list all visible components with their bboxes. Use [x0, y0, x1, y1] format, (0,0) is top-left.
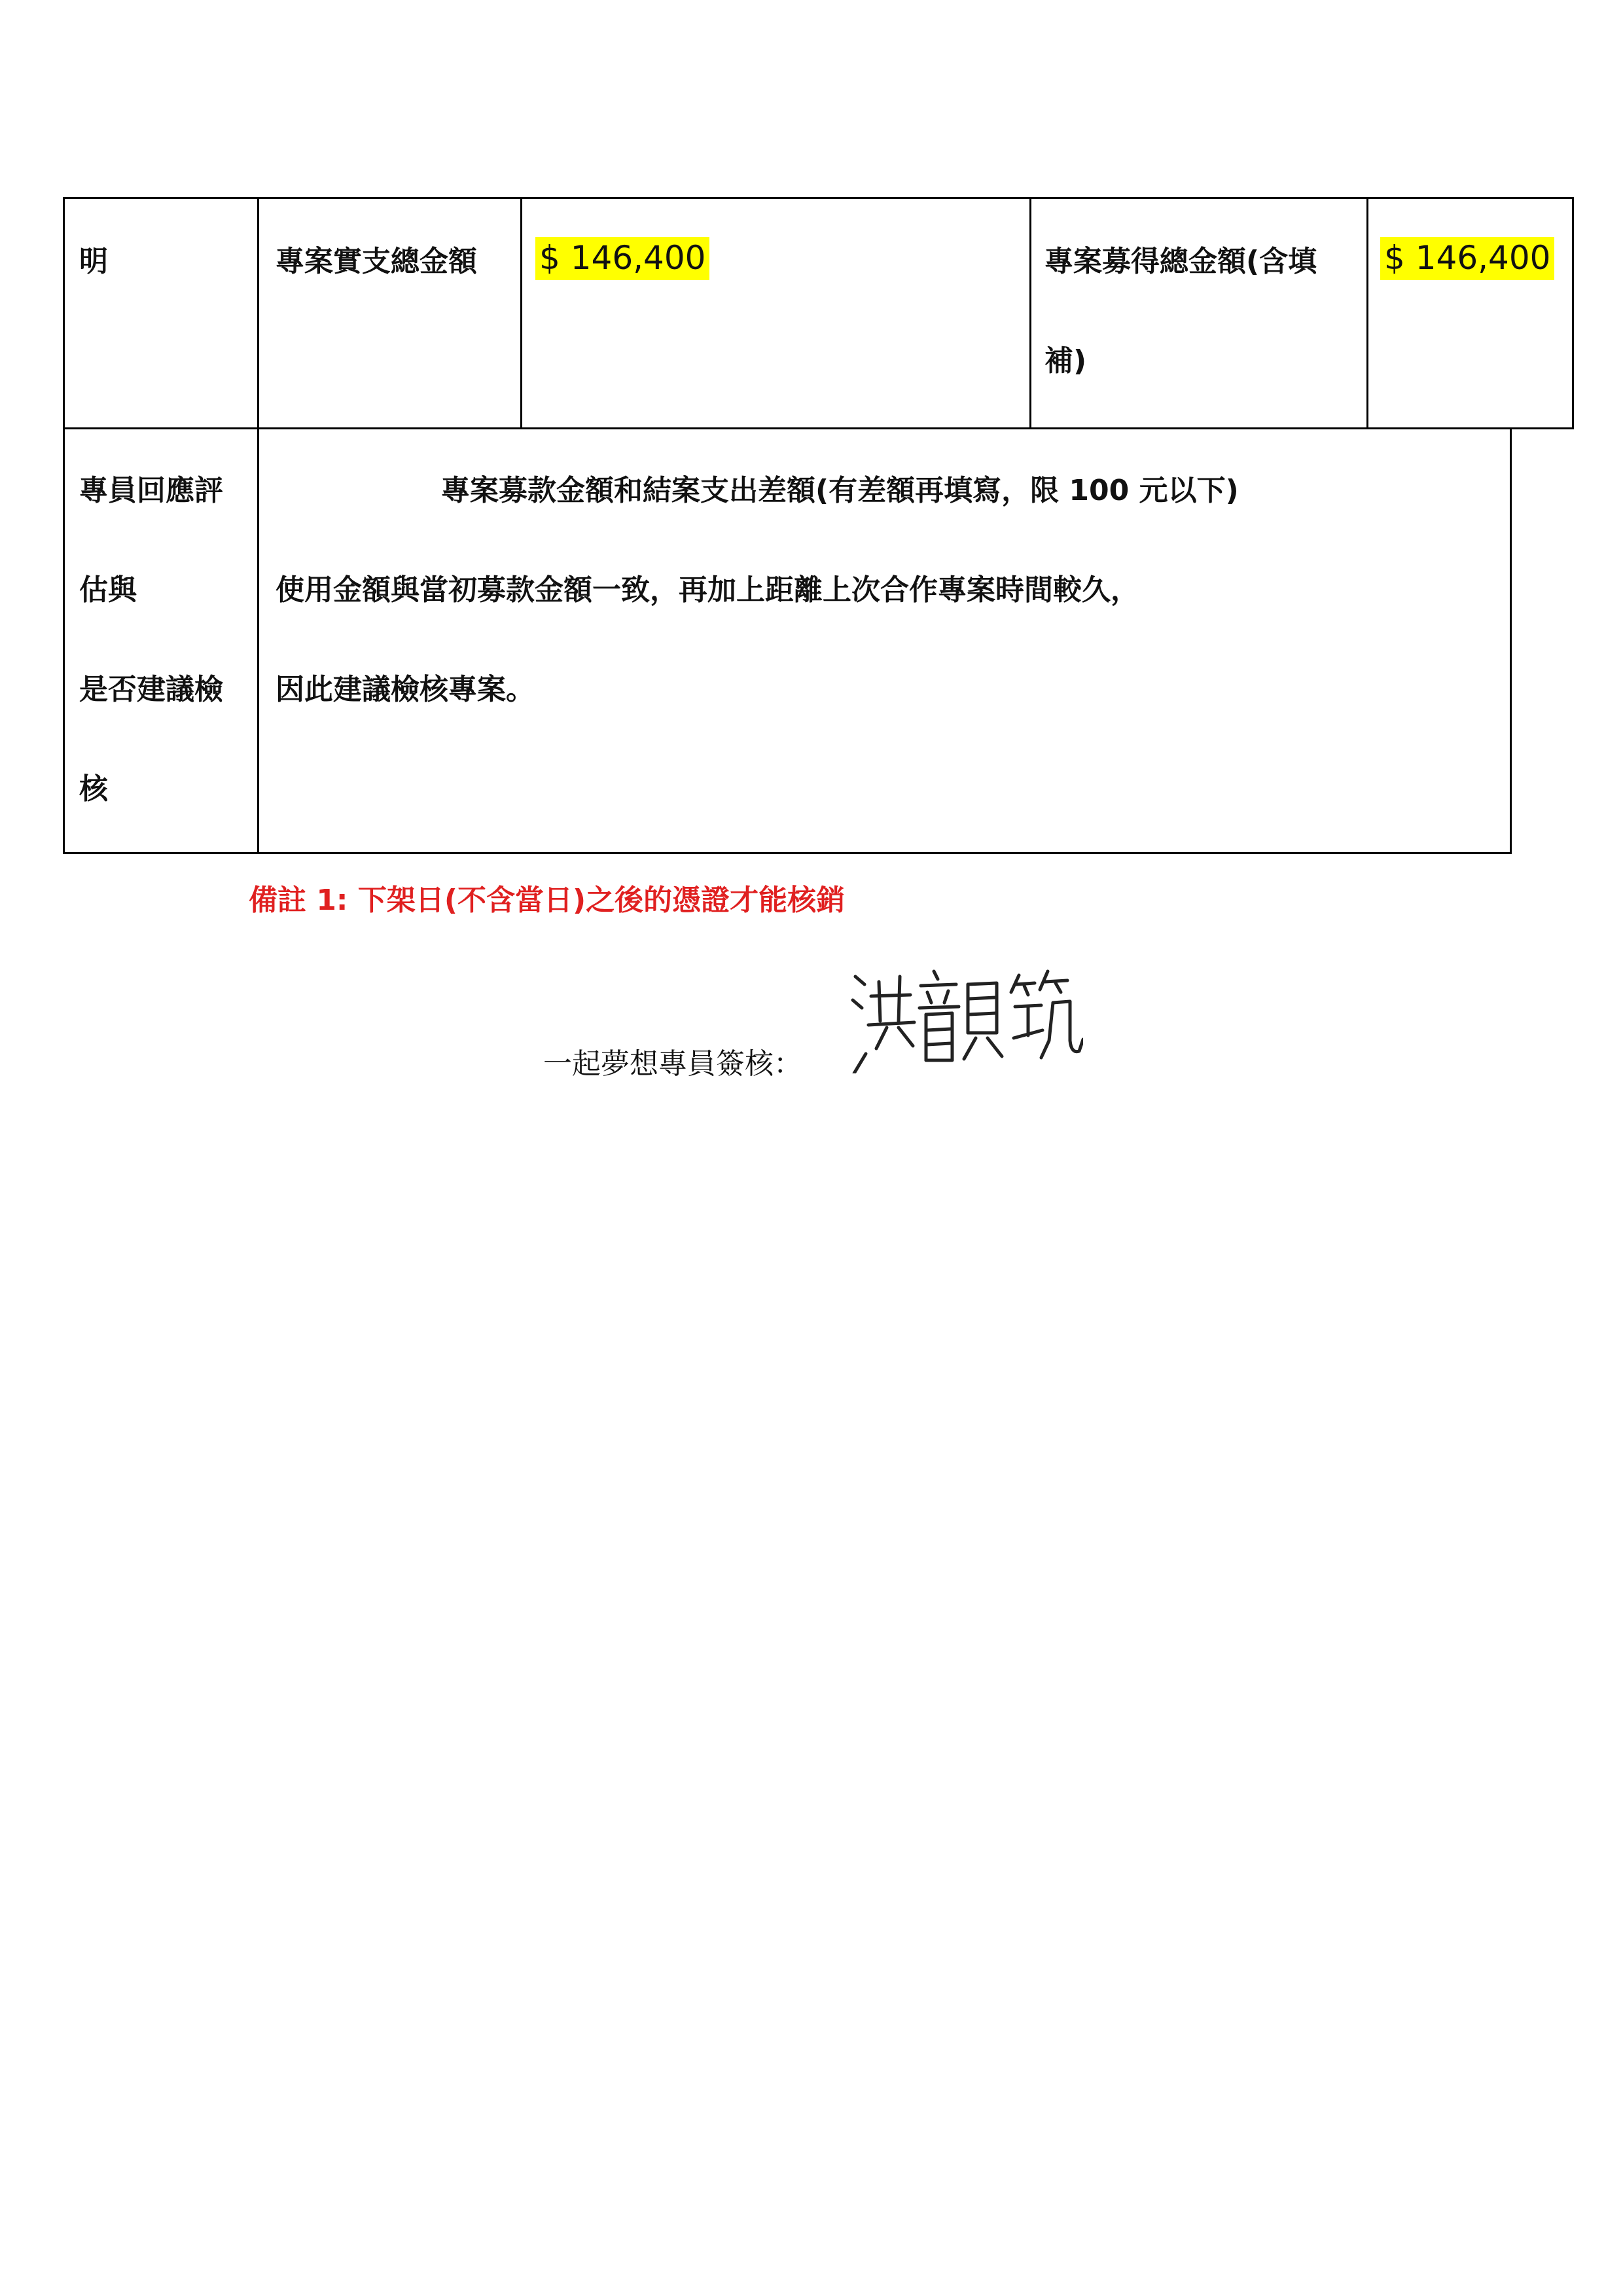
table-cell-row2-label [63, 427, 259, 854]
row2-label-line4: 核 [79, 772, 108, 806]
handwritten-signature [847, 962, 1083, 1073]
table-cell-row1-label [63, 197, 259, 429]
spent-value: $ 146,400 [535, 237, 709, 280]
table-cell-spent-label [257, 197, 522, 429]
row2-label-line1: 專員回應評 [79, 474, 223, 507]
table-cell-evaluation [257, 427, 1512, 854]
row2-label-line2: 估與 [79, 573, 137, 607]
table-cell-raised-label [1029, 197, 1368, 429]
row2-label-line3: 是否建議檢 [79, 673, 223, 706]
signoff-label: 一起夢想專員簽核： [543, 1047, 802, 1081]
evaluation-heading: 專案募款金額和結案支出差額(有差額再填寫，限 100 元以下) [441, 474, 1239, 507]
row1-label: 明 [79, 245, 108, 278]
table-cell-raised-value [1366, 197, 1574, 429]
table-cell-spent-value [520, 197, 1031, 429]
evaluation-body-line1: 使用金額與當初募款金額一致，再加上距離上次合作專案時間較久， [276, 573, 1139, 607]
evaluation-body-line2: 因此建議檢核專案。 [276, 673, 535, 706]
raised-label-line1: 專案募得總金額(含填 [1044, 245, 1317, 278]
raised-label-line2: 補) [1044, 344, 1087, 378]
footnote: 備註 1: 下架日(不含當日)之後的憑證才能核銷 [249, 884, 846, 917]
spent-label: 專案實支總金額 [276, 245, 477, 278]
raised-value: $ 146,400 [1380, 237, 1554, 280]
